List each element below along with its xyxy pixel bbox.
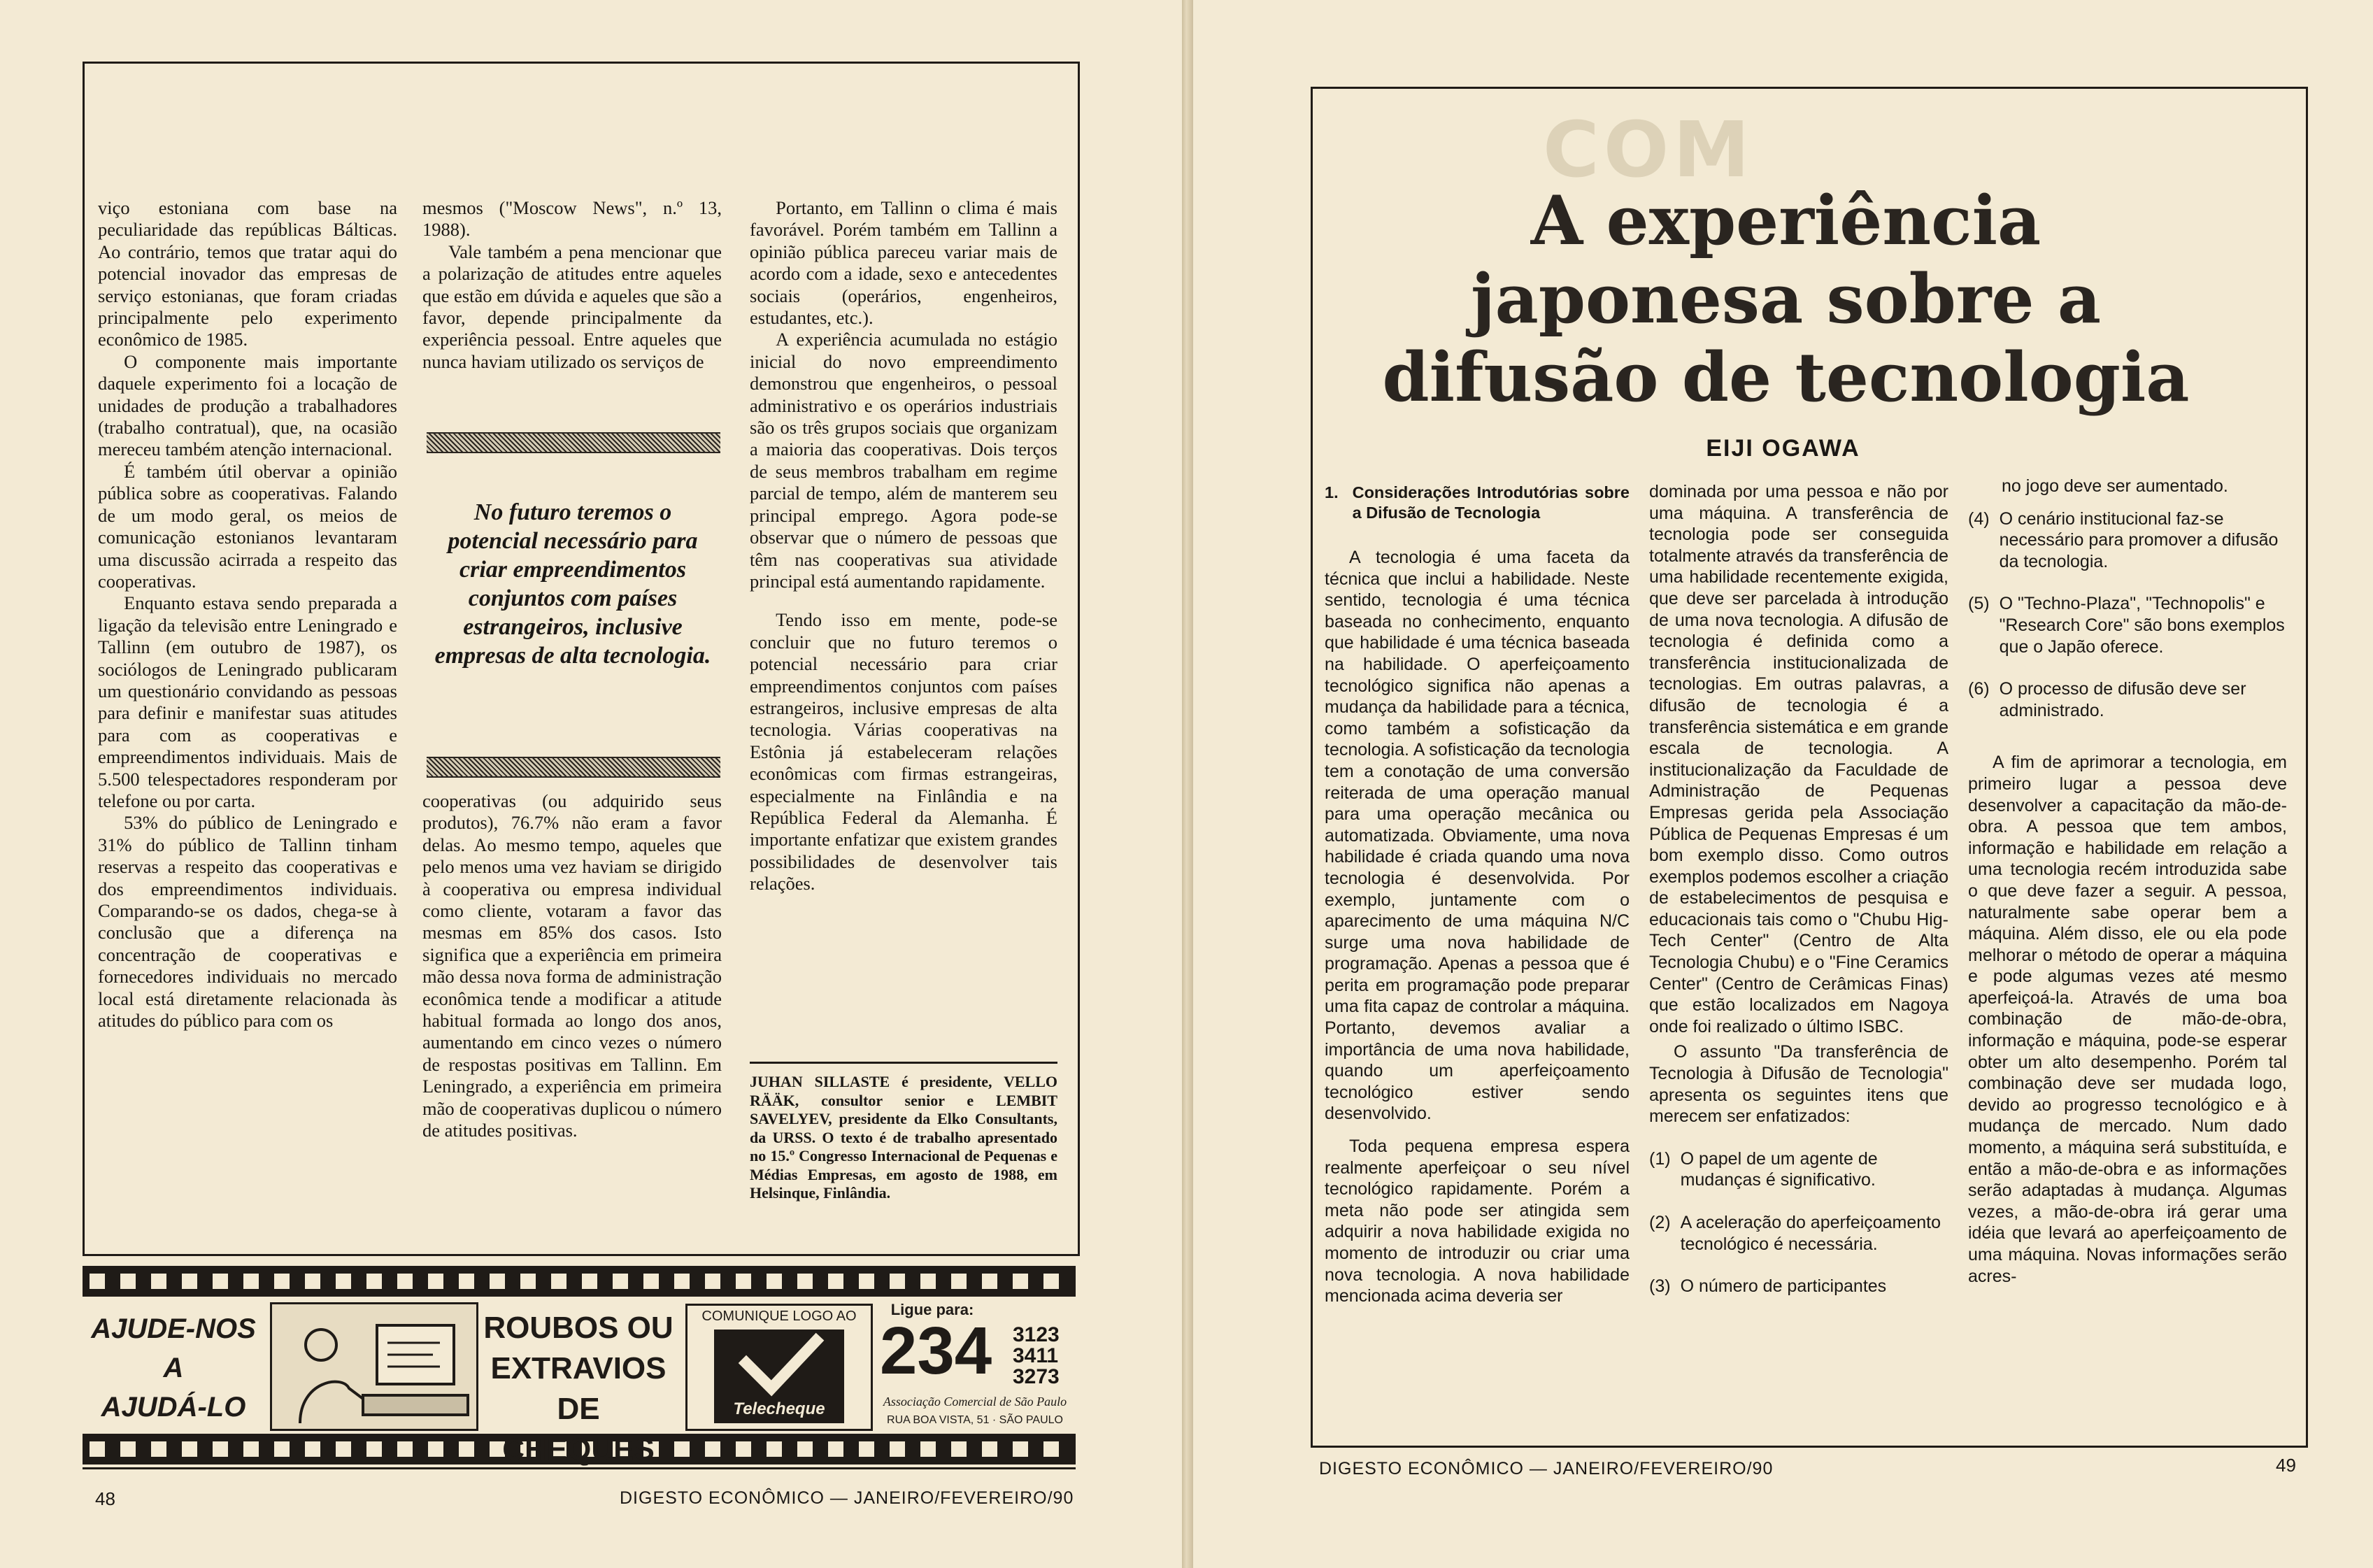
right-column-1 [1325,483,1630,1307]
left-column-2-top [422,197,722,373]
background-watermark-text: COM [1543,105,1754,194]
paragraph: Tendo isso em mente, pode-se concluir que no futuro teremos o potencial necessário para criar empreendimentos conjuntos com países estrangeiros, inclusive empresas de alta tecnologia. Várias cooperativas na Estônia já estabeleceram relações econômicas com firmas estrangeiras, especialmente na Finlândia e na República Federal da Alemanha. É importante enfatizar que existem grandes possibilidades de desenvolver tais relações. [750,609,1057,895]
bio-rule [750,1062,1057,1064]
right-page [1193,0,2373,1568]
paragraph: É também útil obervar a opinião pública sobre as cooperativas. Falando de um modo geral, os meios de comunicação estonianos levantaram uma discussão acirrada a respeito das cooperativas. [98,460,397,592]
paragraph: O componente mais importante daquele experimento foi a locação de unidades de produção a trabalhadores (trabalho contratual), que, na ocasião mereceu também atenção internacional. [98,350,397,460]
list-item: (3) O número de participantes [1649,1276,1887,1297]
telecheque-logo [714,1330,844,1423]
telecheque-logo-box [685,1304,873,1431]
page-number: 48 [95,1488,115,1509]
list-item: (1) O papel de um agente de mudanças é significativo. [1649,1148,1878,1190]
gutter [1182,0,1193,1568]
ad-center-slogan: ROUBOS OU EXTRAVIOS DE CHEQUES [483,1311,674,1467]
right-column-2 [1649,481,1948,1297]
paragraph: viço estoniana com base na peculiaridade das repúblicas Bálticas. Ao contrário, temos que tratar aqui do potencial inovador das empresas de serviço estonianas, que foram criadas principalmente pelo experimento econômico de 1985. [98,197,397,350]
person-at-computer-illustration [272,1304,476,1429]
page-footer: DIGESTO ECONÔMICO — JANEIRO/FEVEREIRO/90 [1319,1459,1774,1478]
telecheque-wordmark: Telecheque [733,1399,825,1418]
pull-quote: No futuro teremos o potencial necessário para criar empreendimentos conjuntos com países estrangeiros, inclusive empresas de alta tecnologia. [434,499,711,669]
author-bio: JUHAN SILLASTE é presidente, VELLO RÄÄK, consultor senior e LEMBIT SAVELYEV, presidente da Elko Consultants, da URSS. O texto é de trabalho apresentado no 15.º Congresso Internacional de Pequenas e Médias Empresas, em agosto de 1988, em Helsinque, Finlândia. [750,1073,1057,1202]
filmstrip-top [83,1266,1076,1297]
left-column-2-bottom [422,790,722,1142]
paragraph: 53% do público de Leningrado e 31% do público de Tallinn tinham reservas a respeito das cooperativas e dos empreendimentos individuais. Comparando-se os dados, chega-se à conclusão que a diferença na concentração de cooperativas e fornecedores individuais no mercado local está diretamente relacionada às atitudes do público para com os [98,812,397,1032]
page-footer: DIGESTO ECONÔMICO — JANEIRO/FEVEREIRO/90 [620,1488,1074,1508]
page-number: 49 [2276,1455,2296,1476]
ad-left-slogan: AJUDE-NOS A AJUDÁ-LO [91,1313,256,1423]
section-heading: 1. Considerações Introdutórias sobre a Difusão de Tecnologia [1325,483,1630,522]
checkmark-icon [714,1330,844,1399]
right-column-3 [1968,476,2287,1287]
left-page [0,0,1182,1568]
assoc-address: RUA BOA VISTA, 51 · SÃO PAULO [887,1414,1063,1426]
paragraph: dominada por uma pessoa e não por uma máquina. A transferência de tecnologia pode ser conseguida totalmente através da transferência de uma habilidade recentemente exigida, que deve ser parcelada à introdução de uma nova tecnologia. A difusão de tecnologia é definida como a transferência institucionalizada de tecnologias. Em outras palavras, a difusão de tecnologia é a transferência sistemática e em grande escala de tecnologia. A institucionalização da Faculdade de Administração de Pequenas Empresas gerida pela Associação Pública de Pequenas Empresas é um bom exemplo disso. Como outros exemplos podemos escolher a criação de estabelecimentos de pesquisa e educacionais tais como o "Chubu Hig-Tech Center" (Centro de Alta Tecnologia Chubu) e o "Fine Ceramics Center" (Centro de Cerâmicas Finas) que estão localizados em Nagoya onde foi realizado o último ISBC. [1649,482,1948,1036]
ad-bottom-rule [83,1467,1076,1469]
list-item: (4) O cenário institucional faz-se necessário para promover a difusão da tecnologia. [1968,508,2279,571]
list-item: (2) A aceleração do aperfeiçoamento tecnológico é necessária. [1649,1213,1941,1254]
paragraph: mesmos ("Moscow News", n.º 13, 1988). [422,197,722,241]
article-author: EIJI OGAWA [1706,435,1860,462]
communique-label: COMUNIQUE LOGO AO [701,1309,857,1324]
paragraph: Enquanto estava sendo preparada a ligação da televisão entre Leningrado e Tallinn (em outubro de 1987), os sociólogos de Leningrado publicaram um questionário convidando as pessoas para definir e manifestar suas atitudes para com as cooperativas e empreendimentos individuais. Mais de 5.500 telespectadores responderam por telefone ou por carta. [98,592,397,811]
pull-quote-rule-top [427,432,720,453]
paragraph: no jogo deve ser aumentado. [2002,476,2228,496]
left-column-1 [98,197,397,1032]
ligue-label: Ligue para: [890,1301,974,1318]
paragraph: Vale também a pena mencionar que a polarização de atitudes entre aqueles que estão em dúvida e aqueles que são a favor, depende principalmente da experiência pessoal. Entre aqueles que nunca haviam utilizado os serviços de [422,241,722,372]
assoc-name: Associação Comercial de São Paulo [883,1395,1067,1409]
phone-prefix: 234 [880,1313,992,1388]
pull-quote-rule-bottom [427,757,720,778]
paragraph: cooperativas (ou adquirido seus produtos), 76.7% não eram a favor delas. Ao mesmo tempo, aqueles que pelo menos uma vez haviam se dirigido à cooperativa ou empresa individual como cliente, votaram a favor das mesmas em 85% dos casos. Isto significa que a experiência em primeira mão dessa nova forma de administração econômica tende a modificar a atitude habitual formada ao longo dos anos, aumentando em cinco vezes o número de respostas positivas em Tallinn. Em Leningrado, a experiência em primeira mão de cooperativas duplicou o número de atitudes positivas. [422,790,722,1141]
paragraph: Toda pequena empresa espera realmente aperfeiçoar o seu nível tecnológico rapidamente. Porém a meta não pode ser atingida sem adquirir a nova habilidade exigida no momento de introduzir ou criar uma nova tecnologia. A nova habilidade mencionada acima deveria ser [1325,1136,1630,1306]
ad-illustration [270,1302,478,1431]
paragraph: O assunto "Da transferência de Tecnologia à Difusão de Tecnologia" apresenta os seguintes itens que merecem ser enfatizados: [1649,1042,1948,1127]
list-item: (5) O "Techno-Plaza", "Technopolis" e "Research Core" são bons exemplos que o Japão oferece. [1968,594,2285,657]
paragraph: A tecnologia é uma faceta da técnica que inclui a habilidade. Neste sentido, tecnologia é uma técnica baseada no conhecimento, enquanto que habilidade é uma técnica baseada na habilidade. O aperfeiçoamento tecnológico significa não apenas a mudança da habilidade para a técnica, como também a sofisticação da tecnologia. A sofisticação da tecnologia tem a conotação de uma conversão reiterada de uma operação manual para uma operação mecânica ou automatizada. Obviamente, uma nova habilidade é criada quando uma nova tecnologia é desenvolvida. Por exemplo, juntamente com o aparecimento de uma máquina N/C surge uma nova habilidade de programação. Apenas a pessoa que é perita em programação pode preparar uma fita capaz de controlar a máquina. Portanto, devemos avaliar a importância de uma nova habilidade, quando um aperfeiçoamento tecnológico estiver sendo desenvolvido. [1325,548,1630,1124]
list-item: (6) O processo de difusão deve ser administrado. [1968,679,2246,720]
paragraph: A fim de aprimorar a tecnologia, em primeiro lugar a pessoa deve desenvolver a capacitação da mão-de-obra. A pessoa que tem ambos, informação e habilidade em relação a uma tecnologia recém introduzida sabe o que deve fazer a seguir. A pessoa, naturalmente sabe operar bem a máquina. Além disso, ele ou ela pode melhorar o método de operar a máquina e pode algumas vezes até mesmo aperfeiçoá-la. Através de uma boa combinação de mão-de-obra, informação e máquina, pode-se esperar obter um alto desempenho. Porém tal combinação deve ser mudada logo, devido ao progresso tecnológico e à mudança de mercado. Num dado momento, a máquina será substituída, e então a mão-de-obra e as informações serão adaptadas à mudança. Algumas vezes, a mão-de-obra irá gerar uma idéia que levará ao aperfeiçoamento de uma máquina. Novas informações serão acres- [1968,753,2287,1286]
telecheque-advertisement [83,1266,1076,1476]
paragraph: A experiência acumulada no estágio inicial do novo empreendimento demonstrou que engenheiros, o pessoal administrativo e os operários industriais são os três grupos sociais que organizam a maioria das cooperativas. Dois terços de seus membros trabalham em regime parcial de tempo, além de manterem seu principal emprego. Agora pode-se observar que o número de pessoas que têm nas cooperativas sua atividade principal está aumentando rapidamente. [750,329,1057,592]
phone-block [880,1301,1070,1431]
left-column-3 [750,197,1057,895]
phone-suffixes: 3123 3411 3273 [1013,1323,1060,1388]
paragraph: Portanto, em Tallinn o clima é mais favorável. Porém também em Tallinn a opinião pública pareceu variar mais de acordo com a idade, sexo e antecedentes sociais (operários, engenheiros, estudantes, etc.). [750,197,1057,329]
article-title: A experiência japonesa sobre a difusão de tecnologia [1382,181,2190,417]
